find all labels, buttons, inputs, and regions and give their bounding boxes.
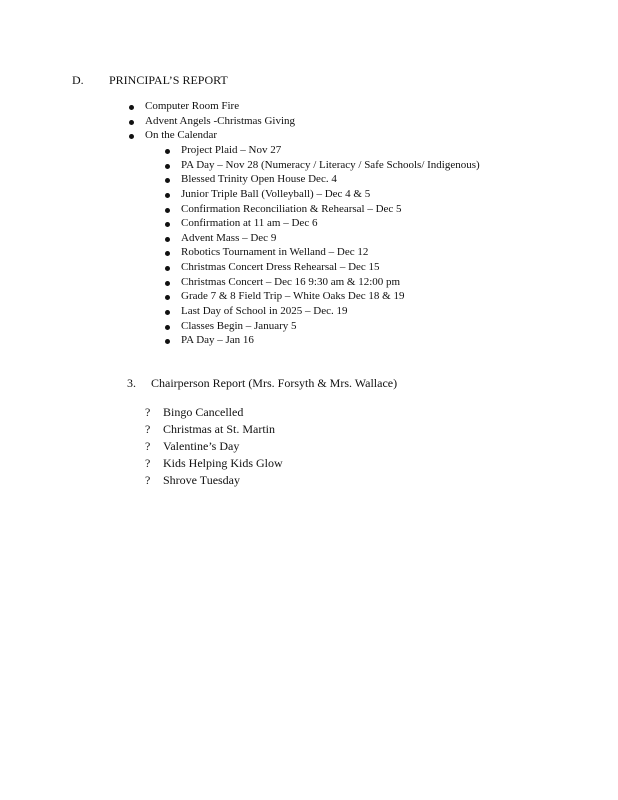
bullet-icon: [165, 295, 170, 300]
bullet-icon: [165, 149, 170, 154]
missing-glyph-marker: ?: [145, 473, 151, 487]
bullet-icon: [165, 310, 170, 315]
calendar-item-text: Christmas Concert Dress Rehearsal – Dec 15: [181, 261, 380, 273]
list-item-text: Valentine’s Day: [163, 439, 240, 453]
bullet-icon: [165, 164, 170, 169]
calendar-item-text: Last Day of School in 2025 – Dec. 19: [181, 305, 348, 317]
bullet-icon: [165, 222, 170, 227]
list-item-text: Shrove Tuesday: [163, 473, 241, 487]
bullet-icon: [165, 237, 170, 242]
bullet-icon: [129, 120, 134, 125]
list-item-text: Computer Room Fire: [145, 100, 240, 112]
list-item-text: On the Calendar: [145, 129, 218, 141]
calendar-item-text: Project Plaid – Nov 27: [181, 144, 282, 156]
calendar-item-text: Confirmation Reconciliation & Rehearsal – Dec 5: [181, 203, 402, 215]
list-item-text: Advent Angels -Christmas Giving: [145, 115, 296, 127]
calendar-item-text: Junior Triple Ball (Volleyball) – Dec 4 & 5: [181, 188, 371, 200]
bullet-icon: [165, 339, 170, 344]
bullet-icon: [165, 325, 170, 330]
calendar-item-text: Blessed Trinity Open House Dec. 4: [181, 173, 337, 185]
bullet-icon: [165, 178, 170, 183]
calendar-item-text: PA Day – Jan 16: [181, 334, 254, 346]
list-item-text: Kids Helping Kids Glow: [163, 456, 283, 470]
missing-glyph-marker: ?: [145, 439, 151, 453]
bullet-icon: [129, 105, 134, 110]
section-d-label: D.: [72, 73, 84, 87]
list-item-text: Christmas at St. Martin: [163, 422, 275, 436]
section-d-title: PRINCIPAL’S REPORT: [109, 73, 228, 87]
list-item-text: Bingo Cancelled: [163, 405, 244, 419]
bullet-icon: [165, 281, 170, 286]
calendar-item-text: Classes Begin – January 5: [181, 320, 297, 332]
calendar-item-text: Robotics Tournament in Welland – Dec 12: [181, 246, 369, 258]
bullet-icon: [165, 251, 170, 256]
calendar-item-text: Grade 7 & 8 Field Trip – White Oaks Dec 18 & 19: [181, 290, 405, 302]
calendar-item-text: Christmas Concert – Dec 16 9:30 am & 12:00 pm: [181, 276, 401, 288]
missing-glyph-marker: ?: [145, 456, 151, 470]
bullet-icon: [129, 134, 134, 139]
bullet-icon: [165, 266, 170, 271]
missing-glyph-marker: ?: [145, 422, 151, 436]
bullet-icon: [165, 193, 170, 198]
calendar-item-text: Advent Mass – Dec 9: [181, 232, 277, 244]
missing-glyph-marker: ?: [145, 405, 151, 419]
section-3-number: 3.: [127, 376, 136, 390]
bullet-icon: [165, 208, 170, 213]
calendar-item-text: Confirmation at 11 am – Dec 6: [181, 217, 318, 229]
calendar-item-text: PA Day – Nov 28 (Numeracy / Literacy / Safe Schools/ Indigenous): [181, 159, 480, 171]
section-3-title: Chairperson Report (Mrs. Forsyth & Mrs. Wallace): [151, 376, 398, 390]
